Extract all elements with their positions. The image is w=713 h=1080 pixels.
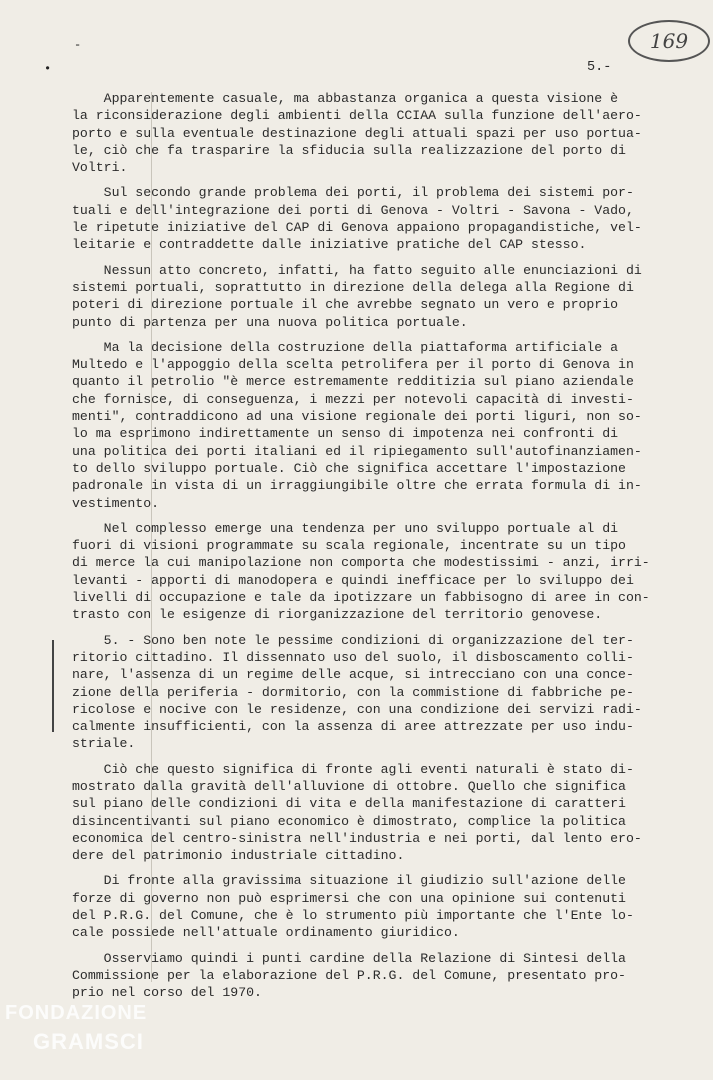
text-line: to dello sviluppo portuale. Ciò che significa accettare l'impostazione — [72, 460, 626, 476]
text-line: del P.R.G. del Comune, che è lo strumento più importante che l'Ente lo- — [72, 908, 634, 924]
text-line: prio nel corso del 1970. — [72, 985, 262, 1001]
text-line: Voltri. — [72, 160, 128, 176]
text-line: striale. — [72, 736, 136, 752]
text-line: lo ma esprimono indirettamente un senso di impotenza nei confronti di — [72, 426, 619, 442]
text-line: fuori di visioni programmate su scala regionale, incentrate su un tipo — [72, 538, 626, 554]
paragraph — [72, 339, 672, 512]
watermark-line-1: FONDAZIONE — [5, 1002, 148, 1024]
text-line: 5. - Sono ben note le pessime condizioni di organizzazione del ter- — [72, 632, 634, 648]
text-line: cale possiede nell'attuale ordinamento giuridico. — [72, 925, 460, 941]
paragraph — [72, 872, 672, 941]
text-line: Nel complesso emerge una tendenza per uno sviluppo portuale al di — [72, 520, 619, 536]
fondazione-gramsci-watermark — [5, 1002, 180, 1055]
paragraph — [72, 262, 672, 331]
text-line: le ripetute iniziative del CAP di Genova appaiono propagandistiche, vel- — [72, 220, 642, 236]
text-line: le, ciò che fa trasparire la sfiducia sulla realizzazione del porto di — [72, 142, 626, 158]
text-line: una politica dei porti italiani ed il ripiegamento sull'autofinanziamen- — [72, 443, 642, 459]
margin-bracket-mark — [52, 640, 57, 732]
text-line: punto di partenza per una nuova politica portuale. — [72, 314, 468, 330]
page-number: 5.- — [587, 60, 612, 75]
text-line: di merce la cui manipolazione non comporta che modestissimi - anzi, irri- — [72, 555, 650, 571]
text-line: Nessun atto concreto, infatti, ha fatto seguito alle enunciazioni di — [72, 262, 642, 278]
text-line: padronale in vista di un irraggiungibile oltre che errata formula di in- — [72, 478, 642, 494]
text-line: trasto con le esigenze di riorganizzazione del territorio genovese. — [72, 607, 603, 623]
text-line: porto e sulla eventuale destinazione degli attuali spazi per uso portua- — [72, 125, 642, 141]
text-line: Sul secondo grande problema dei porti, il problema dei sistemi por- — [72, 185, 634, 201]
paragraph — [72, 90, 672, 176]
text-line: la riconsiderazione degli ambienti della CCIAA sulla funzione dell'aero- — [72, 108, 642, 124]
text-line: Di fronte alla gravissima situazione il giudizio sull'azione delle — [72, 873, 626, 889]
text-line: sul piano delle condizioni di vita e della manifestazione di caratteri — [72, 796, 626, 812]
text-line: Apparentemente casuale, ma abbastanza organica a questa visione è — [72, 91, 619, 106]
text-line: vestimento. — [72, 495, 160, 511]
text-line: mostrato dalla gravità dell'alluvione di ottobre. Quello che significa — [72, 778, 626, 794]
text-line: Ma la decisione della costruzione della piattaforma artificiale a — [72, 339, 619, 355]
text-line: quanto il petrolio "è merce estremamente redditizia sul piano aziendale — [72, 374, 634, 390]
text-line: forze di governo non può esprimersi che con una opinione sui contenuti — [72, 890, 626, 906]
watermark-line-2: GRAMSCI — [33, 1029, 144, 1054]
text-line: Commissione per la elaborazione del P.R.G. del Comune, presentato pro- — [72, 967, 626, 983]
archive-number-stamp: 169 — [628, 20, 710, 62]
paragraph — [72, 950, 672, 1002]
text-line: livelli di occupazione e tale da ipotizzare un fabbisogno di aree in con- — [72, 590, 650, 606]
text-line: ricolose e nocive con le residenze, con una condizione dei servizi radi- — [72, 701, 642, 717]
text-line: dere del patrimonio industriale cittadino. — [72, 848, 405, 864]
text-line: economica del centro-sinistra nell'industria e nei porti, dal lento ero- — [72, 830, 642, 846]
text-line: Multedo e l'appoggio della scelta petrolifera per il porto di Genova in — [72, 357, 634, 373]
text-line: leitarie e contraddette dalle iniziative pratiche del CAP stesso. — [72, 237, 587, 253]
pen-dot: • — [44, 62, 52, 76]
text-line: Ciò che questo significa di fronte agli eventi naturali è stato di- — [72, 761, 634, 777]
text-line: Osserviamo quindi i punti cardine della Relazione di Sintesi della — [72, 950, 626, 966]
text-line: menti", contraddicono ad una visione regionale dei porti liguri, non so- — [72, 409, 642, 425]
text-line: tuali e dell'integrazione dei porti di Genova - Voltri - Savona - Vado, — [72, 202, 634, 218]
text-line: zione della periferia - dormitorio, con la commistione di fabbriche pe- — [72, 684, 634, 700]
body-text — [72, 90, 672, 1010]
pen-mark: - — [74, 38, 82, 52]
paragraph — [72, 761, 672, 865]
text-line: sistemi portuali, soprattutto in direzione della delega alla Regione di — [72, 279, 634, 295]
text-line: ritorio cittadino. Il dissennato uso del suolo, il disboscamento colli- — [72, 649, 634, 665]
text-line: che fornisce, di conseguenza, i mezzi per notevoli capacità di investi- — [72, 391, 634, 407]
text-line: disincentivanti sul piano economico è dimostrato, complice la politica — [72, 813, 626, 829]
text-line: calmente insufficienti, con la assenza di aree attrezzate per uso indu- — [72, 719, 634, 735]
paragraph — [72, 184, 672, 253]
paragraph — [72, 520, 672, 624]
text-line: levanti - apporti di manodopera e quindi inefficace per lo sviluppo dei — [72, 572, 634, 588]
paragraph — [72, 632, 672, 753]
text-line: nare, l'assenza di un regime delle acque, si intrecciano con una conce- — [72, 667, 634, 683]
text-line: poteri di direzione portuale il che avrebbe segnato un vero e proprio — [72, 297, 619, 313]
